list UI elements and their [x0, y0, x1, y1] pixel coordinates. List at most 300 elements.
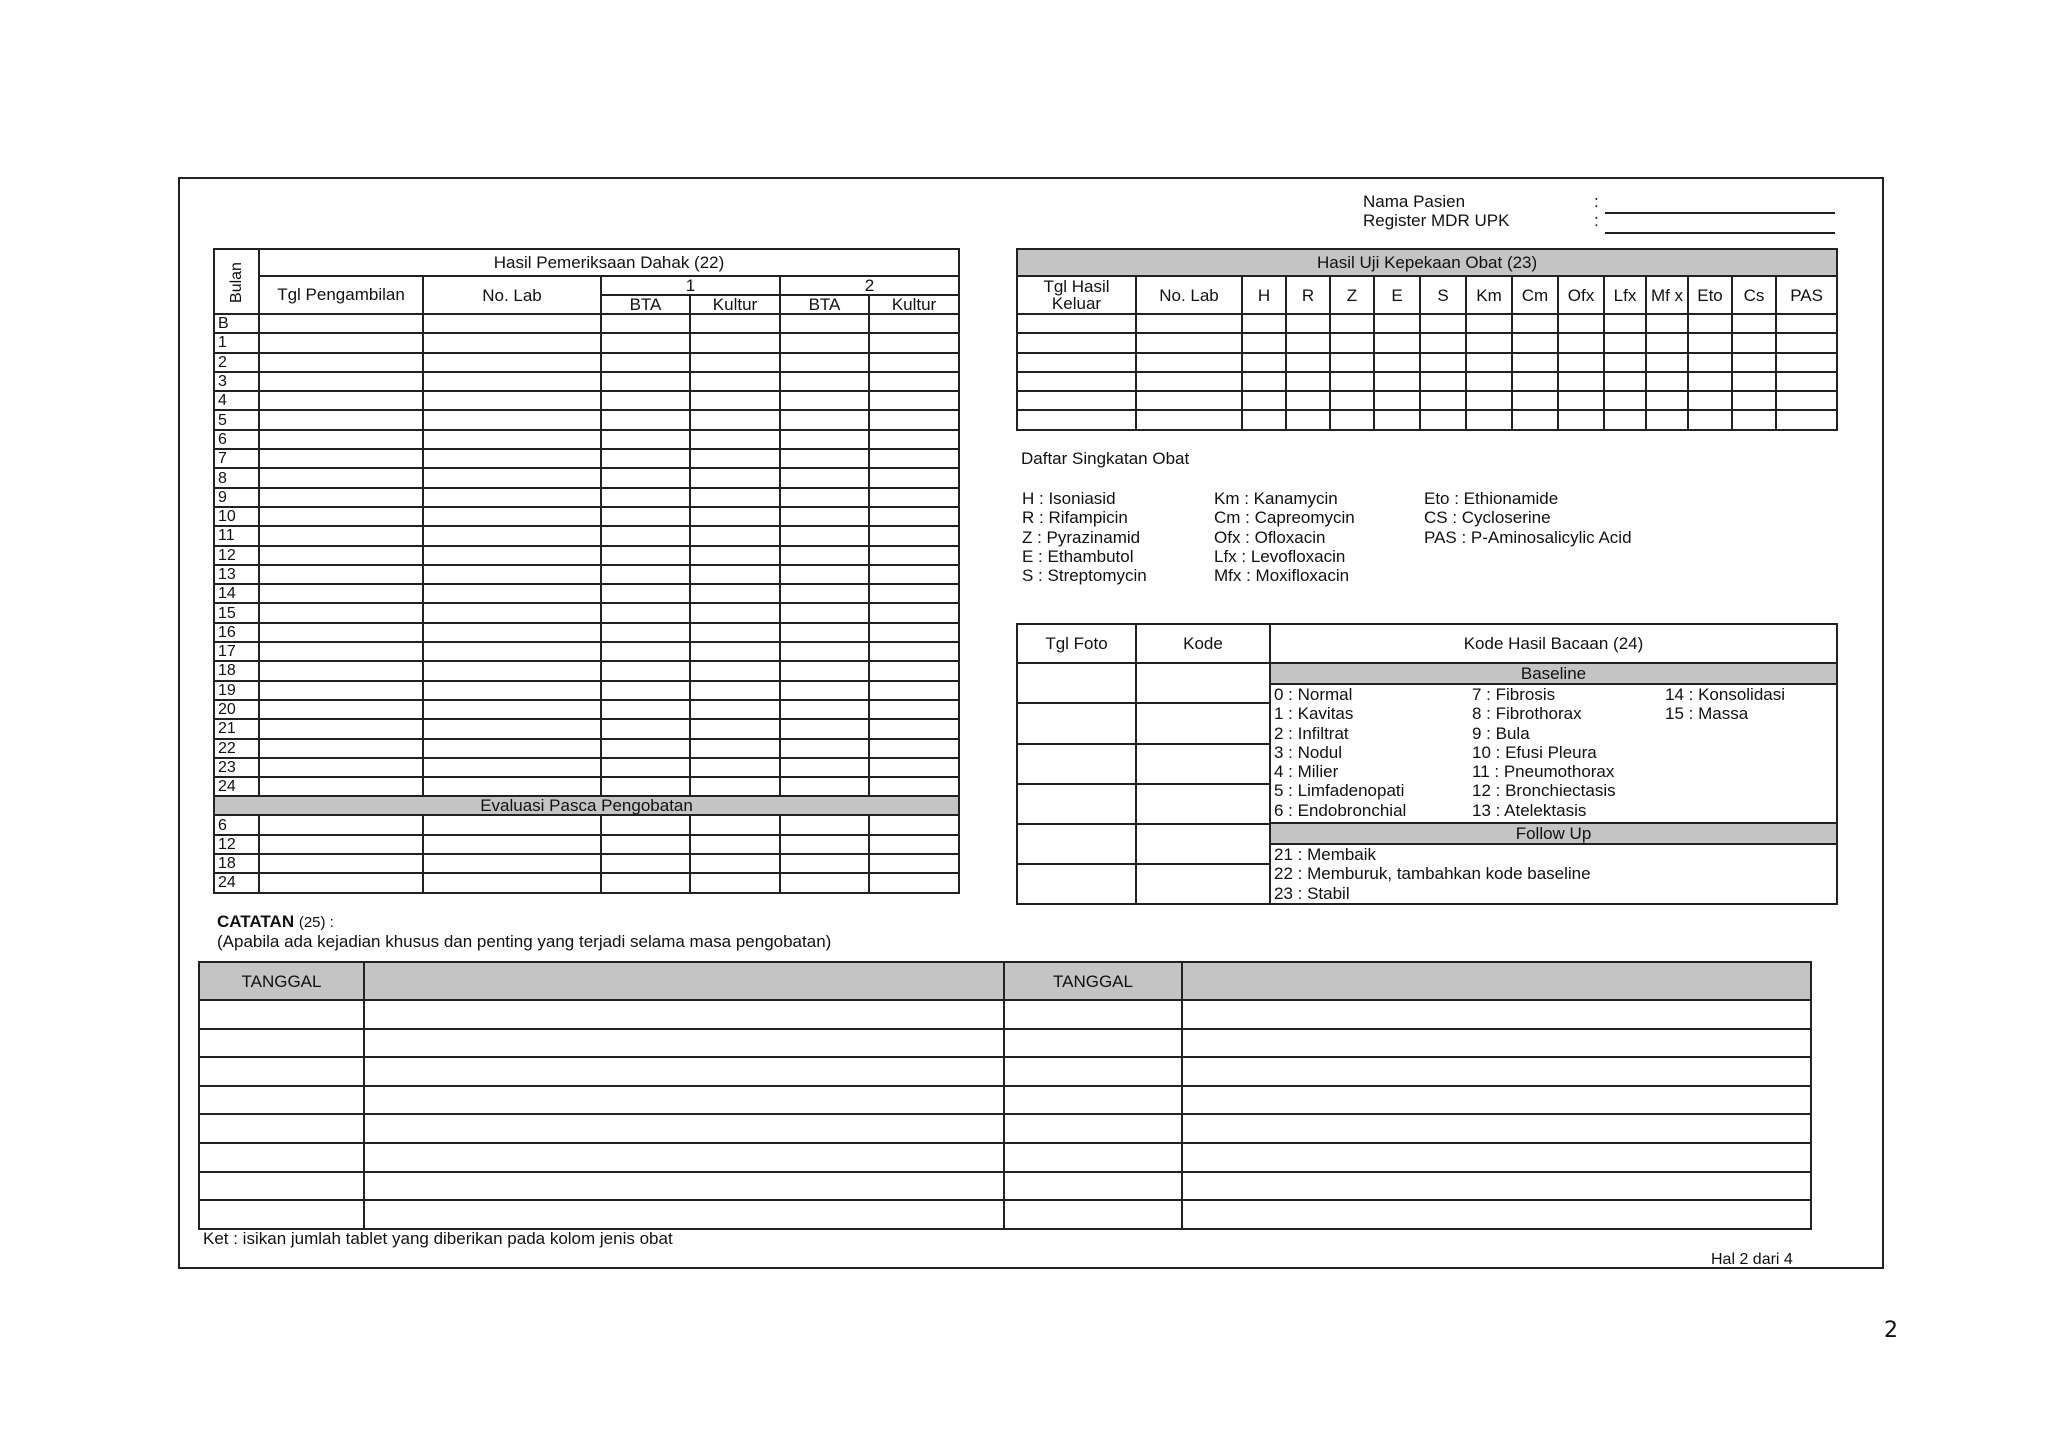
dst-entry-cell[interactable]	[1732, 410, 1776, 429]
sputum-entry-cell[interactable]	[690, 873, 780, 892]
sputum-entry-cell[interactable]	[869, 546, 959, 565]
sputum-entry-cell[interactable]	[601, 873, 690, 892]
sputum-entry-cell[interactable]	[259, 546, 423, 565]
dst-entry-cell[interactable]	[1330, 372, 1374, 391]
sputum-entry-cell[interactable]	[423, 372, 601, 391]
notes-entry-cell[interactable]	[1182, 1114, 1811, 1143]
dst-entry-cell[interactable]	[1466, 372, 1512, 391]
sputum-entry-cell[interactable]	[259, 854, 423, 873]
notes-entry-cell[interactable]	[1182, 1029, 1811, 1058]
dst-entry-cell[interactable]	[1286, 391, 1330, 410]
dst-entry-cell[interactable]	[1017, 333, 1136, 352]
dst-entry-cell[interactable]	[1688, 391, 1732, 410]
dst-entry-cell[interactable]	[1776, 410, 1837, 429]
sputum-entry-cell[interactable]	[601, 430, 690, 449]
sputum-entry-cell[interactable]	[259, 468, 423, 487]
sputum-entry-cell[interactable]	[423, 353, 601, 372]
sputum-entry-cell[interactable]	[690, 642, 780, 661]
dst-entry-cell[interactable]	[1242, 314, 1286, 333]
photo-date-cell[interactable]	[1017, 663, 1136, 703]
dst-entry-cell[interactable]	[1646, 353, 1688, 372]
photo-date-cell[interactable]	[1017, 744, 1136, 784]
sputum-entry-cell[interactable]	[690, 507, 780, 526]
sputum-entry-cell[interactable]	[601, 815, 690, 834]
notes-date-cell[interactable]	[199, 1000, 364, 1029]
sputum-entry-cell[interactable]	[259, 873, 423, 892]
sputum-entry-cell[interactable]	[690, 700, 780, 719]
notes-date-cell[interactable]	[1004, 1143, 1182, 1172]
dst-entry-cell[interactable]	[1604, 410, 1646, 429]
notes-entry-cell[interactable]	[364, 1200, 1004, 1229]
dst-entry-cell[interactable]	[1420, 314, 1466, 333]
dst-entry-cell[interactable]	[1558, 333, 1604, 352]
sputum-entry-cell[interactable]	[690, 430, 780, 449]
sputum-entry-cell[interactable]	[869, 391, 959, 410]
sputum-entry-cell[interactable]	[601, 546, 690, 565]
sputum-entry-cell[interactable]	[259, 758, 423, 777]
notes-date-cell[interactable]	[1004, 1000, 1182, 1029]
sputum-entry-cell[interactable]	[601, 353, 690, 372]
sputum-entry-cell[interactable]	[259, 449, 423, 468]
code-cell[interactable]	[1136, 864, 1270, 904]
dst-entry-cell[interactable]	[1558, 372, 1604, 391]
sputum-entry-cell[interactable]	[869, 739, 959, 758]
patient-name-field[interactable]	[1605, 196, 1835, 214]
dst-entry-cell[interactable]	[1688, 372, 1732, 391]
notes-entry-cell[interactable]	[364, 1172, 1004, 1201]
sputum-entry-cell[interactable]	[259, 314, 423, 333]
sputum-entry-cell[interactable]	[780, 700, 869, 719]
sputum-entry-cell[interactable]	[423, 391, 601, 410]
sputum-entry-cell[interactable]	[869, 526, 959, 545]
sputum-entry-cell[interactable]	[423, 719, 601, 738]
sputum-entry-cell[interactable]	[690, 815, 780, 834]
dst-entry-cell[interactable]	[1242, 333, 1286, 352]
sputum-entry-cell[interactable]	[690, 661, 780, 680]
dst-entry-cell[interactable]	[1374, 391, 1420, 410]
dst-entry-cell[interactable]	[1688, 410, 1732, 429]
dst-entry-cell[interactable]	[1776, 353, 1837, 372]
dst-entry-cell[interactable]	[1466, 353, 1512, 372]
sputum-entry-cell[interactable]	[690, 314, 780, 333]
register-field[interactable]	[1605, 216, 1835, 234]
dst-entry-cell[interactable]	[1558, 353, 1604, 372]
sputum-entry-cell[interactable]	[259, 681, 423, 700]
sputum-entry-cell[interactable]	[690, 719, 780, 738]
sputum-entry-cell[interactable]	[780, 449, 869, 468]
sputum-entry-cell[interactable]	[423, 526, 601, 545]
sputum-entry-cell[interactable]	[780, 410, 869, 429]
sputum-entry-cell[interactable]	[259, 391, 423, 410]
sputum-entry-cell[interactable]	[780, 623, 869, 642]
dst-entry-cell[interactable]	[1512, 314, 1558, 333]
sputum-entry-cell[interactable]	[259, 777, 423, 796]
sputum-entry-cell[interactable]	[259, 835, 423, 854]
dst-entry-cell[interactable]	[1512, 391, 1558, 410]
sputum-entry-cell[interactable]	[780, 873, 869, 892]
sputum-entry-cell[interactable]	[869, 873, 959, 892]
sputum-entry-cell[interactable]	[780, 391, 869, 410]
dst-entry-cell[interactable]	[1136, 372, 1242, 391]
sputum-entry-cell[interactable]	[423, 410, 601, 429]
sputum-entry-cell[interactable]	[780, 854, 869, 873]
dst-entry-cell[interactable]	[1286, 410, 1330, 429]
dst-entry-cell[interactable]	[1136, 410, 1242, 429]
photo-date-cell[interactable]	[1017, 864, 1136, 904]
notes-date-cell[interactable]	[199, 1200, 364, 1229]
sputum-entry-cell[interactable]	[259, 700, 423, 719]
dst-entry-cell[interactable]	[1604, 372, 1646, 391]
dst-entry-cell[interactable]	[1374, 372, 1420, 391]
notes-entry-cell[interactable]	[1182, 1143, 1811, 1172]
dst-entry-cell[interactable]	[1286, 372, 1330, 391]
sputum-entry-cell[interactable]	[601, 719, 690, 738]
dst-entry-cell[interactable]	[1374, 410, 1420, 429]
sputum-entry-cell[interactable]	[423, 584, 601, 603]
sputum-entry-cell[interactable]	[690, 739, 780, 758]
sputum-entry-cell[interactable]	[690, 565, 780, 584]
sputum-entry-cell[interactable]	[690, 449, 780, 468]
sputum-entry-cell[interactable]	[690, 758, 780, 777]
sputum-entry-cell[interactable]	[869, 758, 959, 777]
sputum-entry-cell[interactable]	[690, 372, 780, 391]
dst-entry-cell[interactable]	[1646, 333, 1688, 352]
sputum-entry-cell[interactable]	[423, 700, 601, 719]
sputum-entry-cell[interactable]	[869, 353, 959, 372]
dst-entry-cell[interactable]	[1776, 314, 1837, 333]
notes-entry-cell[interactable]	[1182, 1172, 1811, 1201]
dst-entry-cell[interactable]	[1646, 391, 1688, 410]
sputum-entry-cell[interactable]	[423, 430, 601, 449]
sputum-entry-cell[interactable]	[601, 681, 690, 700]
sputum-entry-cell[interactable]	[780, 661, 869, 680]
sputum-entry-cell[interactable]	[690, 333, 780, 352]
dst-entry-cell[interactable]	[1330, 314, 1374, 333]
dst-entry-cell[interactable]	[1017, 372, 1136, 391]
notes-entry-cell[interactable]	[1182, 1057, 1811, 1086]
dst-entry-cell[interactable]	[1604, 391, 1646, 410]
notes-date-cell[interactable]	[1004, 1172, 1182, 1201]
sputum-entry-cell[interactable]	[601, 661, 690, 680]
sputum-entry-cell[interactable]	[259, 410, 423, 429]
dst-entry-cell[interactable]	[1420, 333, 1466, 352]
dst-entry-cell[interactable]	[1776, 391, 1837, 410]
sputum-entry-cell[interactable]	[423, 854, 601, 873]
sputum-entry-cell[interactable]	[690, 681, 780, 700]
sputum-entry-cell[interactable]	[690, 623, 780, 642]
sputum-entry-cell[interactable]	[259, 507, 423, 526]
sputum-entry-cell[interactable]	[423, 681, 601, 700]
dst-entry-cell[interactable]	[1732, 353, 1776, 372]
notes-date-cell[interactable]	[199, 1029, 364, 1058]
sputum-entry-cell[interactable]	[601, 835, 690, 854]
photo-date-cell[interactable]	[1017, 784, 1136, 823]
sputum-entry-cell[interactable]	[780, 739, 869, 758]
dst-entry-cell[interactable]	[1732, 372, 1776, 391]
sputum-entry-cell[interactable]	[780, 835, 869, 854]
sputum-entry-cell[interactable]	[690, 353, 780, 372]
sputum-entry-cell[interactable]	[869, 681, 959, 700]
notes-date-cell[interactable]	[199, 1057, 364, 1086]
dst-entry-cell[interactable]	[1136, 333, 1242, 352]
sputum-entry-cell[interactable]	[780, 353, 869, 372]
notes-entry-cell[interactable]	[1182, 1200, 1811, 1229]
dst-entry-cell[interactable]	[1330, 391, 1374, 410]
notes-entry-cell[interactable]	[364, 1000, 1004, 1029]
sputum-entry-cell[interactable]	[690, 526, 780, 545]
notes-entry-cell[interactable]	[364, 1114, 1004, 1143]
dst-entry-cell[interactable]	[1732, 314, 1776, 333]
sputum-entry-cell[interactable]	[423, 468, 601, 487]
sputum-entry-cell[interactable]	[780, 430, 869, 449]
notes-date-cell[interactable]	[199, 1086, 364, 1115]
photo-date-cell[interactable]	[1017, 824, 1136, 864]
dst-entry-cell[interactable]	[1286, 314, 1330, 333]
sputum-entry-cell[interactable]	[780, 719, 869, 738]
sputum-entry-cell[interactable]	[259, 372, 423, 391]
notes-entry-cell[interactable]	[364, 1057, 1004, 1086]
dst-entry-cell[interactable]	[1420, 372, 1466, 391]
dst-entry-cell[interactable]	[1776, 372, 1837, 391]
dst-entry-cell[interactable]	[1466, 314, 1512, 333]
sputum-entry-cell[interactable]	[259, 815, 423, 834]
sputum-entry-cell[interactable]	[690, 584, 780, 603]
sputum-entry-cell[interactable]	[780, 758, 869, 777]
sputum-entry-cell[interactable]	[869, 372, 959, 391]
sputum-entry-cell[interactable]	[423, 873, 601, 892]
dst-entry-cell[interactable]	[1136, 314, 1242, 333]
dst-entry-cell[interactable]	[1776, 333, 1837, 352]
dst-entry-cell[interactable]	[1242, 391, 1286, 410]
sputum-entry-cell[interactable]	[259, 719, 423, 738]
sputum-entry-cell[interactable]	[423, 333, 601, 352]
dst-entry-cell[interactable]	[1374, 314, 1420, 333]
sputum-entry-cell[interactable]	[869, 584, 959, 603]
sputum-entry-cell[interactable]	[423, 835, 601, 854]
sputum-entry-cell[interactable]	[423, 815, 601, 834]
dst-entry-cell[interactable]	[1732, 333, 1776, 352]
sputum-entry-cell[interactable]	[259, 565, 423, 584]
dst-entry-cell[interactable]	[1017, 391, 1136, 410]
sputum-entry-cell[interactable]	[869, 565, 959, 584]
dst-entry-cell[interactable]	[1512, 353, 1558, 372]
dst-entry-cell[interactable]	[1286, 353, 1330, 372]
dst-entry-cell[interactable]	[1646, 410, 1688, 429]
notes-date-cell[interactable]	[1004, 1200, 1182, 1229]
dst-entry-cell[interactable]	[1512, 372, 1558, 391]
sputum-entry-cell[interactable]	[690, 777, 780, 796]
sputum-entry-cell[interactable]	[423, 449, 601, 468]
dst-entry-cell[interactable]	[1558, 410, 1604, 429]
notes-date-cell[interactable]	[199, 1143, 364, 1172]
sputum-entry-cell[interactable]	[780, 507, 869, 526]
sputum-entry-cell[interactable]	[259, 642, 423, 661]
sputum-entry-cell[interactable]	[601, 700, 690, 719]
sputum-entry-cell[interactable]	[423, 642, 601, 661]
sputum-entry-cell[interactable]	[690, 854, 780, 873]
sputum-entry-cell[interactable]	[780, 642, 869, 661]
sputum-entry-cell[interactable]	[780, 468, 869, 487]
dst-entry-cell[interactable]	[1604, 353, 1646, 372]
sputum-entry-cell[interactable]	[601, 372, 690, 391]
sputum-entry-cell[interactable]	[259, 739, 423, 758]
sputum-entry-cell[interactable]	[780, 488, 869, 507]
code-cell[interactable]	[1136, 703, 1270, 743]
sputum-entry-cell[interactable]	[423, 507, 601, 526]
dst-entry-cell[interactable]	[1688, 333, 1732, 352]
sputum-entry-cell[interactable]	[423, 314, 601, 333]
sputum-entry-cell[interactable]	[780, 565, 869, 584]
dst-entry-cell[interactable]	[1466, 410, 1512, 429]
dst-entry-cell[interactable]	[1017, 314, 1136, 333]
sputum-entry-cell[interactable]	[601, 391, 690, 410]
sputum-entry-cell[interactable]	[259, 430, 423, 449]
sputum-entry-cell[interactable]	[869, 488, 959, 507]
sputum-entry-cell[interactable]	[601, 488, 690, 507]
sputum-entry-cell[interactable]	[259, 488, 423, 507]
sputum-entry-cell[interactable]	[780, 526, 869, 545]
dst-entry-cell[interactable]	[1017, 410, 1136, 429]
dst-entry-cell[interactable]	[1512, 333, 1558, 352]
sputum-entry-cell[interactable]	[780, 681, 869, 700]
dst-entry-cell[interactable]	[1136, 353, 1242, 372]
sputum-entry-cell[interactable]	[780, 815, 869, 834]
sputum-entry-cell[interactable]	[780, 333, 869, 352]
dst-entry-cell[interactable]	[1330, 333, 1374, 352]
sputum-entry-cell[interactable]	[869, 623, 959, 642]
dst-entry-cell[interactable]	[1330, 353, 1374, 372]
sputum-entry-cell[interactable]	[869, 314, 959, 333]
sputum-entry-cell[interactable]	[869, 468, 959, 487]
dst-entry-cell[interactable]	[1330, 410, 1374, 429]
sputum-entry-cell[interactable]	[423, 623, 601, 642]
sputum-entry-cell[interactable]	[423, 565, 601, 584]
sputum-entry-cell[interactable]	[601, 854, 690, 873]
sputum-entry-cell[interactable]	[259, 353, 423, 372]
sputum-entry-cell[interactable]	[869, 815, 959, 834]
sputum-entry-cell[interactable]	[690, 835, 780, 854]
sputum-entry-cell[interactable]	[690, 410, 780, 429]
dst-entry-cell[interactable]	[1604, 314, 1646, 333]
code-cell[interactable]	[1136, 824, 1270, 864]
notes-entry-cell[interactable]	[364, 1086, 1004, 1115]
sputum-entry-cell[interactable]	[423, 546, 601, 565]
sputum-entry-cell[interactable]	[259, 333, 423, 352]
code-cell[interactable]	[1136, 663, 1270, 703]
dst-entry-cell[interactable]	[1466, 391, 1512, 410]
dst-entry-cell[interactable]	[1558, 314, 1604, 333]
sputum-entry-cell[interactable]	[601, 603, 690, 622]
sputum-entry-cell[interactable]	[601, 758, 690, 777]
dst-entry-cell[interactable]	[1466, 333, 1512, 352]
notes-entry-cell[interactable]	[364, 1029, 1004, 1058]
dst-entry-cell[interactable]	[1374, 353, 1420, 372]
notes-date-cell[interactable]	[199, 1172, 364, 1201]
sputum-entry-cell[interactable]	[780, 603, 869, 622]
sputum-entry-cell[interactable]	[601, 642, 690, 661]
dst-entry-cell[interactable]	[1558, 391, 1604, 410]
dst-entry-cell[interactable]	[1420, 391, 1466, 410]
notes-entry-cell[interactable]	[1182, 1000, 1811, 1029]
sputum-entry-cell[interactable]	[869, 777, 959, 796]
dst-entry-cell[interactable]	[1374, 333, 1420, 352]
notes-entry-cell[interactable]	[364, 1143, 1004, 1172]
notes-date-cell[interactable]	[199, 1114, 364, 1143]
notes-date-cell[interactable]	[1004, 1114, 1182, 1143]
sputum-entry-cell[interactable]	[601, 526, 690, 545]
sputum-entry-cell[interactable]	[423, 777, 601, 796]
sputum-entry-cell[interactable]	[869, 430, 959, 449]
notes-date-cell[interactable]	[1004, 1057, 1182, 1086]
dst-entry-cell[interactable]	[1286, 333, 1330, 352]
sputum-entry-cell[interactable]	[869, 507, 959, 526]
sputum-entry-cell[interactable]	[690, 546, 780, 565]
dst-entry-cell[interactable]	[1646, 372, 1688, 391]
sputum-entry-cell[interactable]	[690, 391, 780, 410]
code-cell[interactable]	[1136, 784, 1270, 823]
sputum-entry-cell[interactable]	[259, 603, 423, 622]
dst-entry-cell[interactable]	[1420, 410, 1466, 429]
sputum-entry-cell[interactable]	[869, 449, 959, 468]
dst-entry-cell[interactable]	[1604, 333, 1646, 352]
sputum-entry-cell[interactable]	[869, 719, 959, 738]
dst-entry-cell[interactable]	[1688, 314, 1732, 333]
sputum-entry-cell[interactable]	[259, 623, 423, 642]
sputum-entry-cell[interactable]	[601, 777, 690, 796]
dst-entry-cell[interactable]	[1242, 372, 1286, 391]
sputum-entry-cell[interactable]	[690, 603, 780, 622]
sputum-entry-cell[interactable]	[869, 410, 959, 429]
sputum-entry-cell[interactable]	[423, 758, 601, 777]
dst-entry-cell[interactable]	[1136, 391, 1242, 410]
dst-entry-cell[interactable]	[1420, 353, 1466, 372]
dst-entry-cell[interactable]	[1242, 410, 1286, 429]
notes-date-cell[interactable]	[1004, 1029, 1182, 1058]
sputum-entry-cell[interactable]	[780, 314, 869, 333]
sputum-entry-cell[interactable]	[423, 661, 601, 680]
dst-entry-cell[interactable]	[1646, 314, 1688, 333]
sputum-entry-cell[interactable]	[869, 854, 959, 873]
sputum-entry-cell[interactable]	[423, 739, 601, 758]
sputum-entry-cell[interactable]	[601, 410, 690, 429]
dst-entry-cell[interactable]	[1732, 391, 1776, 410]
sputum-entry-cell[interactable]	[601, 468, 690, 487]
sputum-entry-cell[interactable]	[423, 603, 601, 622]
sputum-entry-cell[interactable]	[869, 603, 959, 622]
sputum-entry-cell[interactable]	[601, 584, 690, 603]
sputum-entry-cell[interactable]	[423, 488, 601, 507]
notes-date-cell[interactable]	[1004, 1086, 1182, 1115]
sputum-entry-cell[interactable]	[780, 372, 869, 391]
code-cell[interactable]	[1136, 744, 1270, 784]
sputum-entry-cell[interactable]	[869, 700, 959, 719]
sputum-entry-cell[interactable]	[780, 546, 869, 565]
notes-entry-cell[interactable]	[1182, 1086, 1811, 1115]
sputum-entry-cell[interactable]	[601, 314, 690, 333]
sputum-entry-cell[interactable]	[601, 565, 690, 584]
dst-entry-cell[interactable]	[1017, 353, 1136, 372]
sputum-entry-cell[interactable]	[690, 488, 780, 507]
dst-entry-cell[interactable]	[1512, 410, 1558, 429]
sputum-entry-cell[interactable]	[869, 642, 959, 661]
dst-entry-cell[interactable]	[1242, 353, 1286, 372]
sputum-entry-cell[interactable]	[601, 507, 690, 526]
sputum-entry-cell[interactable]	[601, 333, 690, 352]
sputum-entry-cell[interactable]	[259, 661, 423, 680]
sputum-entry-cell[interactable]	[869, 661, 959, 680]
sputum-entry-cell[interactable]	[690, 468, 780, 487]
photo-date-cell[interactable]	[1017, 703, 1136, 743]
